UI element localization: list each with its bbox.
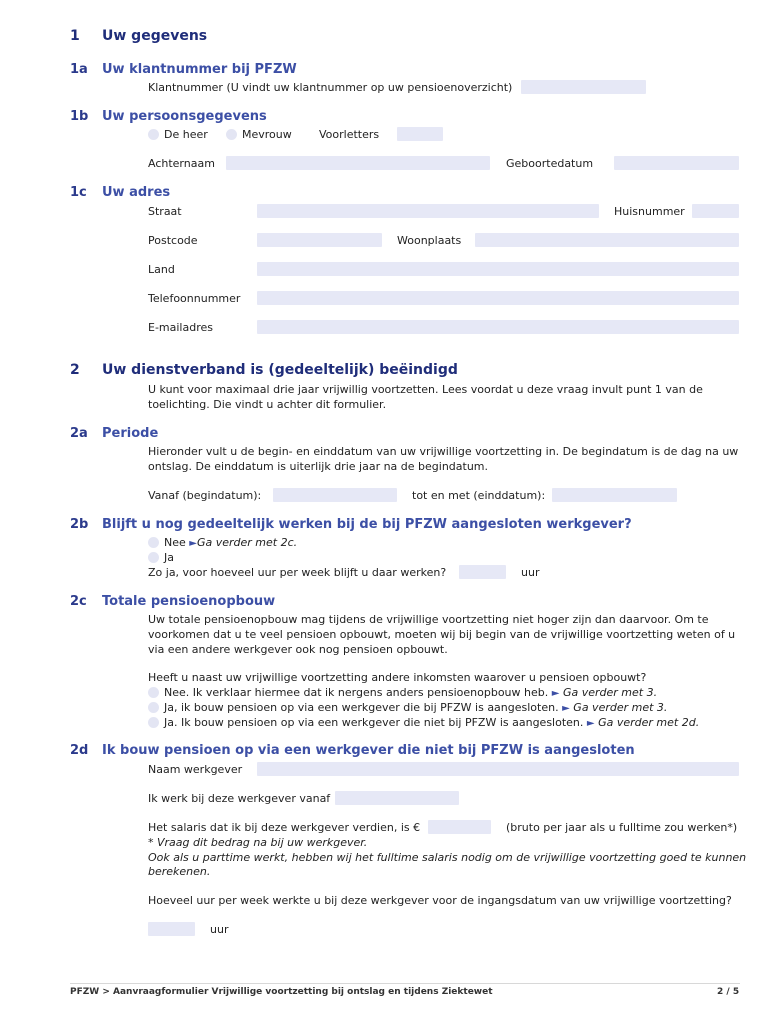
- option-1-label: Nee. Ik verklaar hiermee dat ik nergens anders pensioenopbouw heb. ► Ga verder met 3.: [164, 686, 658, 699]
- salaris-label: Het salaris dat ik bij deze werkgever verdien, is €: [148, 821, 421, 834]
- einddatum-field[interactable]: [552, 488, 677, 502]
- parttime-note: Ook als u parttime werkt, hebben wij het fulltime salaris nodig om de vrijwillige voortzetting goed te kunnen: [148, 851, 747, 864]
- section-number: 2d: [70, 743, 89, 758]
- straat-label: Straat: [148, 205, 182, 218]
- section-title: Uw dienstverband is (gedeeltelijk) beëindigd: [102, 362, 458, 378]
- woonplaats-label: Woonplaats: [397, 234, 462, 247]
- salaris-note: (bruto per jaar als u fulltime zou werken*): [506, 821, 738, 834]
- section-number: 2b: [70, 517, 89, 532]
- salaris-field[interactable]: [428, 820, 491, 834]
- section-number: 1: [70, 28, 80, 44]
- naam-werkgever-field[interactable]: [257, 762, 739, 776]
- werkgever-vanaf-field[interactable]: [335, 791, 459, 805]
- section-number: 2c: [70, 594, 87, 609]
- uur-label: uur: [210, 923, 229, 936]
- email-label: E-mailadres: [148, 321, 213, 334]
- land-field[interactable]: [257, 262, 739, 276]
- voorletters-field[interactable]: [397, 127, 443, 141]
- klantnummer-field[interactable]: [521, 80, 646, 94]
- woonplaats-field[interactable]: [475, 233, 739, 247]
- uren-werkgever-question: Hoeveel uur per week werkte u bij deze werkgever voor de ingangsdatum van uw vrijwillige voortzetting?: [148, 894, 732, 907]
- pensioen-text-line: Uw totale pensioenopbouw mag tijdens de vrijwillige voortzetting niet hoger zijn dan daarvoor. Om te: [148, 613, 709, 626]
- section-title: Uw klantnummer bij PFZW: [102, 62, 297, 77]
- inkomsten-question: Heeft u naast uw vrijwillige voortzetting andere inkomsten waarover u pensioen opbouwt?: [148, 671, 647, 684]
- radio-ja[interactable]: [148, 552, 159, 563]
- straat-field[interactable]: [257, 204, 599, 218]
- periode-text-line: Hieronder vult u de begin- en einddatum van uw vrijwillige voortzetting in. De begindatum is de dag na uw: [148, 445, 739, 458]
- page-number: 2 / 5: [717, 987, 740, 997]
- pensioen-text-line: voorkomen dat u te veel pensioen opbouwt, moeten wij bij begin van de vrijwillige voortzetting weten of u: [148, 628, 736, 641]
- uur-label: uur: [521, 566, 540, 579]
- radio-ja-label: Ja: [164, 551, 174, 564]
- radio-nee[interactable]: [148, 537, 159, 548]
- radio-option-2[interactable]: [148, 702, 159, 713]
- section-number: 2a: [70, 426, 88, 441]
- arrow-right-icon: ►: [189, 538, 197, 549]
- arrow-right-icon: ►: [551, 688, 560, 699]
- section-number: 1a: [70, 62, 88, 77]
- section-title: Uw gegevens: [102, 28, 208, 44]
- totmet-label: tot en met (einddatum):: [412, 489, 546, 502]
- telefoon-label: Telefoonnummer: [148, 292, 241, 305]
- geboortedatum-field[interactable]: [614, 156, 739, 170]
- achternaam-field[interactable]: [226, 156, 490, 170]
- telefoon-field[interactable]: [257, 291, 739, 305]
- section-number: 2: [70, 362, 80, 378]
- section-title: Uw adres: [102, 185, 171, 200]
- postcode-field[interactable]: [257, 233, 382, 247]
- intro-text-line: U kunt voor maximaal drie jaar vrijwillig voortzetten. Lees voordat u deze vraag invult punt 1 van de: [148, 383, 703, 396]
- periode-text-line: ontslag. De einddatum is uiterlijk drie jaar na de begindatum.: [148, 460, 489, 473]
- radio-option-1[interactable]: [148, 687, 159, 698]
- uren-field[interactable]: [459, 565, 506, 579]
- radio-de-heer-label: De heer: [164, 128, 208, 141]
- radio-option-3[interactable]: [148, 717, 159, 728]
- arrow-right-icon: ►: [562, 703, 570, 714]
- geboortedatum-label: Geboortedatum: [506, 157, 594, 170]
- footer-divider: [70, 983, 740, 984]
- section-title: Blijft u nog gedeeltelijk werken bij de bij PFZW aangesloten werkgever?: [102, 517, 632, 532]
- uren-werkgever-field[interactable]: [148, 922, 195, 936]
- pensioen-text-line: via een andere werkgever ook nog pensioen opbouwt.: [148, 643, 448, 656]
- huisnummer-field[interactable]: [692, 204, 739, 218]
- radio-mevrouw[interactable]: [226, 129, 237, 140]
- achternaam-label: Achternaam: [148, 157, 215, 170]
- intro-text-line: toelichting. Die vindt u achter dit formulier.: [148, 398, 387, 411]
- section-title: Uw persoonsgegevens: [102, 109, 267, 124]
- uren-question: Zo ja, voor hoeveel uur per week blijft u daar werken?: [148, 566, 447, 579]
- vanaf-label: Vanaf (begindatum):: [148, 489, 262, 502]
- begindatum-field[interactable]: [273, 488, 397, 502]
- salaris-footnote: * Vraag dit bedrag na bij uw werkgever.: [148, 836, 368, 849]
- section-number: 1b: [70, 109, 89, 124]
- radio-nee-label: Nee ►Ga verder met 2c.: [164, 536, 298, 549]
- section-number: 1c: [70, 185, 87, 200]
- option-2-label: Ja, ik bouw pensioen op via een werkgever die bij PFZW is aangesloten. ► Ga verder met 3.: [164, 701, 668, 714]
- land-label: Land: [148, 263, 175, 276]
- option-3-label: Ja. Ik bouw pensioen op via een werkgever die niet bij PFZW is aangesloten. ► Ga verder met 2d.: [164, 716, 700, 729]
- footer-text: PFZW > Aanvraagformulier Vrijwillige voortzetting bij ontslag en tijdens Ziektewet: [70, 987, 493, 997]
- email-field[interactable]: [257, 320, 739, 334]
- naam-werkgever-label: Naam werkgever: [148, 763, 243, 776]
- section-title: Ik bouw pensioen op via een werkgever die niet bij PFZW is aangesloten: [102, 743, 635, 758]
- radio-de-heer[interactable]: [148, 129, 159, 140]
- section-title: Periode: [102, 426, 159, 441]
- section-title: Totale pensioenopbouw: [102, 594, 276, 609]
- postcode-label: Postcode: [148, 234, 198, 247]
- parttime-note: berekenen.: [148, 865, 211, 878]
- klantnummer-label: Klantnummer (U vindt uw klantnummer op uw pensioenoverzicht): [148, 81, 513, 94]
- radio-mevrouw-label: Mevrouw: [242, 128, 292, 141]
- arrow-right-icon: ►: [586, 718, 595, 729]
- huisnummer-label: Huisnummer: [614, 205, 685, 218]
- werkgever-vanaf-label: Ik werk bij deze werkgever vanaf: [148, 792, 331, 805]
- voorletters-label: Voorletters: [319, 128, 380, 141]
